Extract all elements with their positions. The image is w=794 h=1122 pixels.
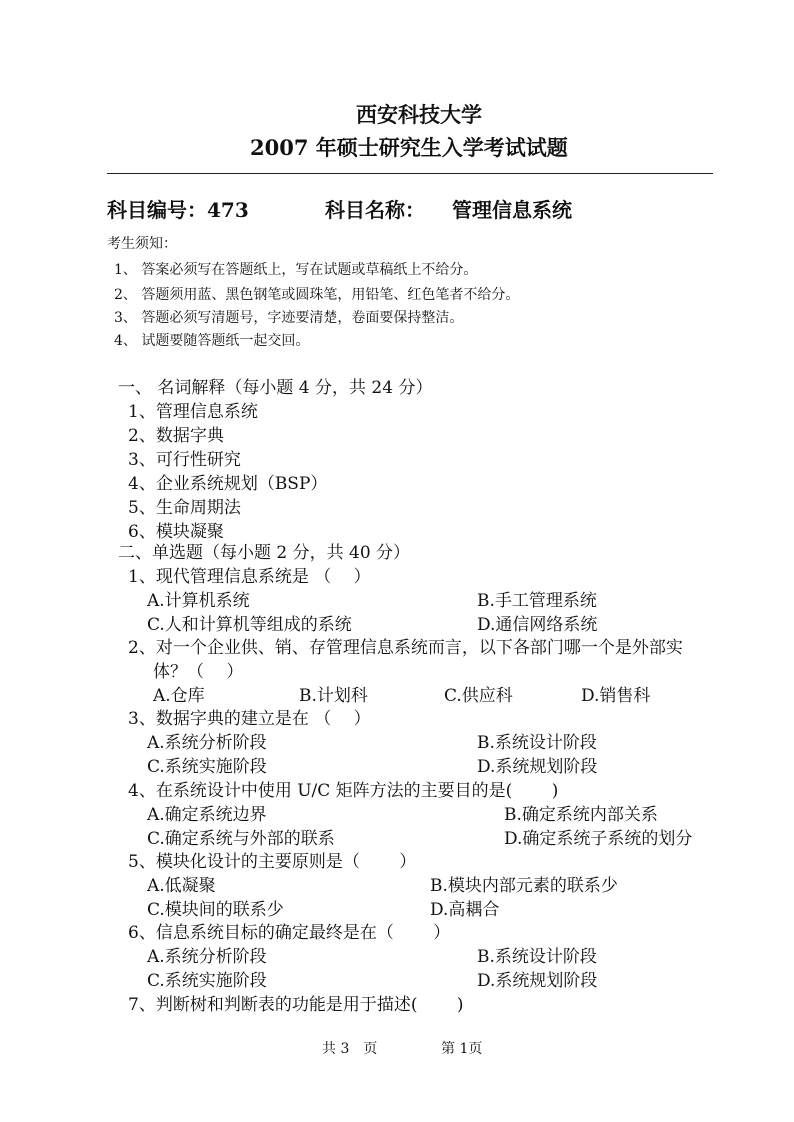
question-4: 4、在系统设计中使用 U/C 矩阵方法的主要目的是( ) [128, 781, 559, 801]
option-d: D.高耦合 [430, 900, 500, 920]
option-c: C.系统实施阶段 [147, 757, 267, 777]
term-item: 6、模块凝聚 [128, 522, 224, 542]
option-d: D.系统规划阶段 [477, 757, 598, 777]
option-b: B.计划科 [299, 686, 368, 706]
question-2: 2、对一个企业供、销、存管理信息系统而言，以下各部门哪一个是外部实 [128, 638, 683, 658]
question-5: 5、模块化设计的主要原则是（ ） [128, 852, 417, 872]
option-d: D.确定系统子系统的划分 [504, 829, 693, 849]
option-d: D.通信网络系统 [477, 615, 598, 635]
option-b: B.系统设计阶段 [477, 947, 597, 967]
notice-item: 1、 答案必须写在答题纸上，写在试题或草稿纸上不给分。 [114, 262, 478, 278]
section2-title: 二、单选题（每小题 2 分，共 40 分） [118, 543, 411, 563]
option-d: D.销售科 [581, 686, 651, 706]
option-c: C.人和计算机等组成的系统 [147, 615, 352, 635]
option-a: A.计算机系统 [147, 591, 250, 611]
notice-title: 考生须知： [107, 236, 177, 252]
divider [107, 173, 713, 174]
question-2-cont: 体？（ ） [153, 662, 244, 682]
option-b: B.模块内部元素的联系少 [430, 876, 618, 896]
option-d: D.系统规划阶段 [477, 971, 598, 991]
subject-code: 科目编号：473 [107, 198, 249, 222]
exam-title: 2007 年硕士研究生入学考试试题 [250, 135, 568, 160]
option-a: A.仓库 [153, 686, 205, 706]
notice-item: 4、 试题要随答题纸一起交回。 [114, 333, 310, 349]
option-b: B.确定系统内部关系 [504, 805, 658, 825]
page-total: 共 3 页 [322, 1041, 378, 1057]
page-number: 第 1页 [441, 1041, 483, 1057]
term-item: 5、生命周期法 [128, 498, 241, 518]
notice-item: 3、 答题必须写清题号，字迹要清楚，卷面要保持整洁。 [114, 310, 464, 326]
question-3: 3、数据字典的建立是在 （ ） [128, 709, 371, 729]
notice-item: 2、 答题须用蓝、黑色钢笔或圆珠笔，用铅笔、红色笔者不给分。 [114, 287, 520, 303]
option-a: A.系统分析阶段 [147, 733, 267, 753]
subject-name-label: 科目名称： [325, 198, 425, 222]
option-c: C.系统实施阶段 [147, 971, 267, 991]
term-item: 2、数据字典 [128, 426, 224, 446]
question-1: 1、现代管理信息系统是 （ ） [128, 567, 371, 587]
section1-title: 一、 名词解释（每小题 4 分，共 24 分） [118, 378, 433, 398]
option-a: A.系统分析阶段 [147, 947, 267, 967]
option-a: A.确定系统边界 [147, 805, 267, 825]
option-b: B.手工管理系统 [477, 591, 597, 611]
option-c: C.确定系统与外部的联系 [147, 829, 335, 849]
option-a: A.低凝聚 [147, 876, 216, 896]
term-item: 4、企业系统规划（BSP） [128, 474, 328, 494]
option-c: C.模块间的联系少 [147, 900, 284, 920]
option-c: C.供应科 [444, 686, 513, 706]
option-b: B.系统设计阶段 [477, 733, 597, 753]
subject-name: 管理信息系统 [452, 198, 572, 222]
university-title: 西安科技大学 [356, 102, 482, 127]
question-7: 7、判断树和判断表的功能是用于描述( ) [128, 995, 464, 1015]
term-item: 3、可行性研究 [128, 450, 241, 470]
term-item: 1、管理信息系统 [128, 402, 258, 422]
question-6: 6、信息系统目标的确定最终是在（ ） [128, 923, 451, 943]
